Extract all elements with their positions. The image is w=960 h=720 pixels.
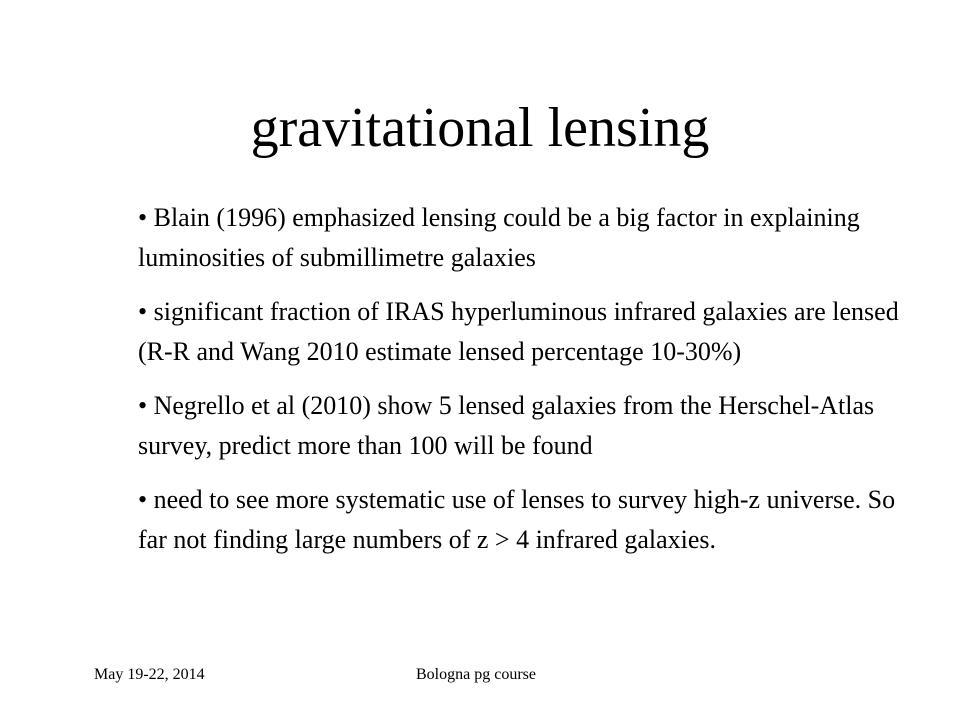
bullet-item-iras: • significant fraction of IRAS hyperluminous infrared galaxies are lensed (R-R and Wang 2010 estimate lensed percentage 10-30%) [138, 297, 899, 366]
slide-title: gravitational lensing [250, 97, 710, 159]
footer-date: May 19-22, 2014 [94, 666, 205, 683]
bullet-item-negrello: • Negrello et al (2010) show 5 lensed galaxies from the Herschel-Atlas survey, predict more than 100 will be found [138, 391, 875, 460]
bullet-item-high-z: • need to see more systematic use of lenses to survey high-z universe. So far not finding large numbers of z > 4 infrared galaxies. [138, 485, 896, 554]
footer-course: Bologna pg course [416, 666, 536, 683]
bullet-list [138, 198, 918, 574]
bullet-item-blain: • Blain (1996) emphasized lensing could be a big factor in explaining luminosities of submillimetre galaxies [138, 203, 860, 272]
